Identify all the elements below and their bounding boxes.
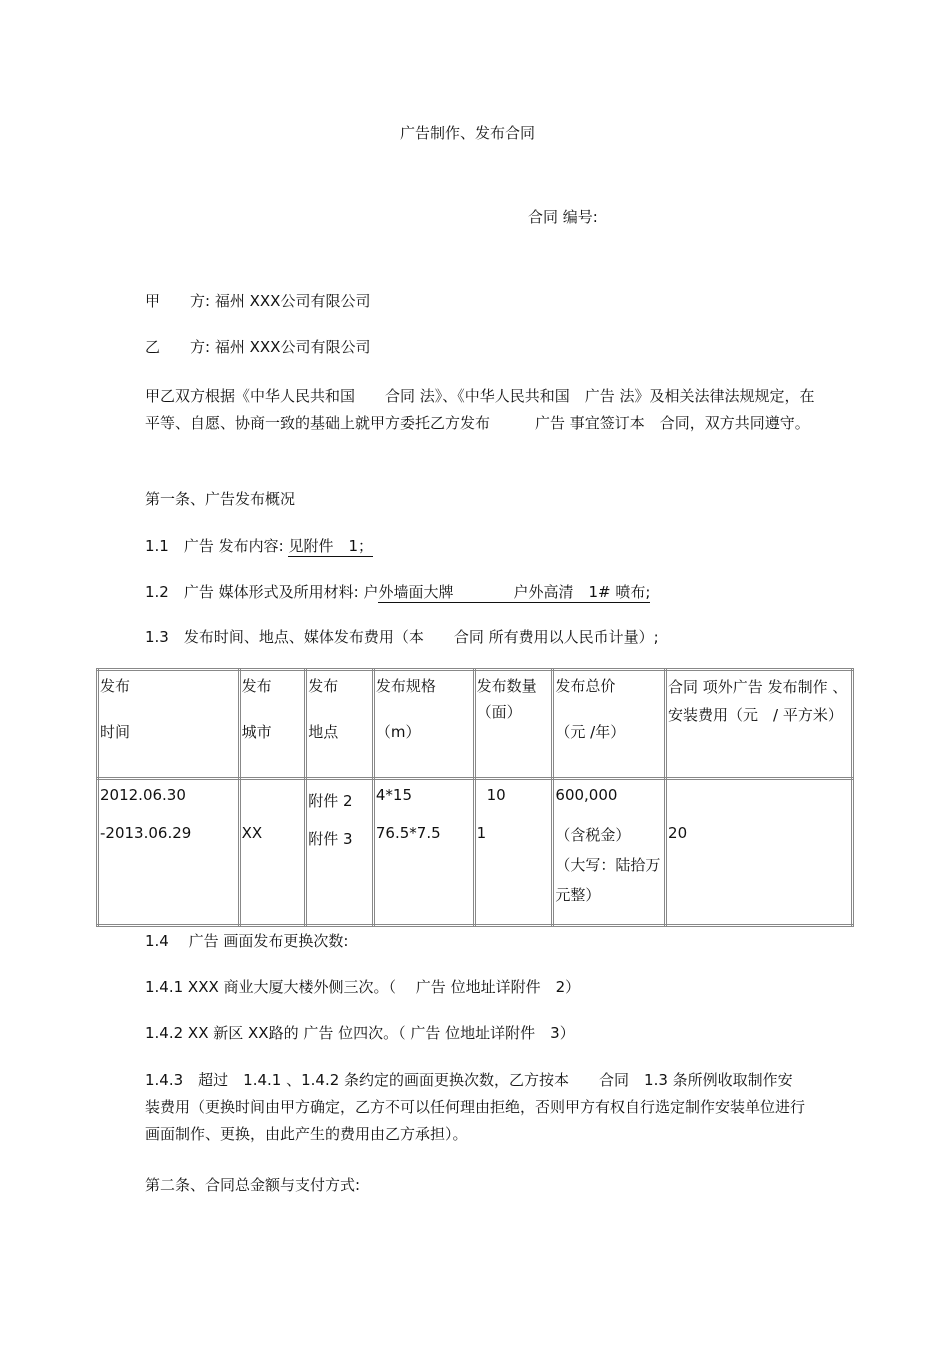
cell-total-amount: 600,000 bbox=[555, 786, 618, 804]
party-a bbox=[145, 291, 370, 311]
table-row bbox=[98, 779, 853, 926]
document-title: 广告制作、发布合同 bbox=[399, 124, 535, 142]
header-extra-fee bbox=[666, 670, 853, 779]
cell-city-value: XX bbox=[241, 824, 263, 842]
header-qty-line2: （面） bbox=[476, 703, 522, 721]
item-1-2-value-a: 外墙面大牌 bbox=[378, 583, 454, 601]
cell-spec-1: 4*15 bbox=[375, 786, 413, 804]
party-a-value: 福州 XXX公司有限公司 bbox=[214, 292, 371, 310]
table-header-row bbox=[98, 670, 853, 779]
party-b bbox=[145, 337, 370, 357]
header-qty-line1: 发布数量 bbox=[476, 677, 537, 695]
cell-spec bbox=[373, 779, 474, 926]
cell-extra-fee bbox=[666, 779, 853, 926]
cell-extra-fee-value: 20 bbox=[668, 824, 688, 842]
cell-time-end: -2013.06.29 bbox=[100, 824, 192, 842]
item-1-4-2: 1.4.2 XX 新区 XX路的 广告 位四次。（ 广告 位地址详附件 3） bbox=[145, 1024, 575, 1042]
cell-quantity bbox=[474, 779, 553, 926]
item-1-4-1: 1.4.1 XXX 商业大厦大楼外侧三次。（ 广告 位地址详附件 2） bbox=[145, 978, 581, 996]
item-1-1-value: 见附件 1； bbox=[288, 537, 374, 555]
header-total-line2: （元 /年） bbox=[555, 723, 626, 741]
cell-total-in-words: （大写：陆拾万元整） bbox=[555, 856, 661, 904]
item-1-3: 1.3 发布时间、地点、媒体发布费用（本 合同 所有费用以人民币计量）; bbox=[145, 628, 659, 646]
cell-time bbox=[98, 779, 240, 926]
header-total-line1: 发布总价 bbox=[555, 677, 616, 695]
header-city-line2: 城市 bbox=[241, 723, 272, 741]
cell-time-start: 2012.06.30 bbox=[100, 786, 186, 804]
item-1-2-value-b: 户外高清 1# 喷布; bbox=[513, 583, 651, 601]
header-spec-line2: （m） bbox=[375, 723, 421, 741]
header-spec bbox=[373, 670, 474, 779]
cell-city bbox=[239, 779, 306, 926]
header-extra-text: 合同 项外广告 发布制作 、安装费用（元 / 平方米） bbox=[668, 678, 848, 724]
item-1-1-label: 1.1 广告 发布内容: bbox=[145, 537, 284, 555]
header-time-line2: 时间 bbox=[100, 723, 131, 741]
preamble-paragraph: 甲乙双方根据《中华人民共和国 合同 法》、《中华人民共和国 广告 法》及相关法律法规规定，在平等、自愿、协商一致的基础上就甲方委托乙方发布 广告 事宜签订本 合同，双方共同遵守。 bbox=[145, 387, 815, 432]
cell-place bbox=[306, 779, 374, 926]
header-place-line2: 地点 bbox=[308, 723, 339, 741]
header-time bbox=[98, 670, 240, 779]
header-total bbox=[553, 670, 666, 779]
header-spec-line1: 发布规格 bbox=[375, 677, 436, 695]
cell-spec-2: 76.5*7.5 bbox=[375, 824, 441, 842]
cell-place-1: 附件 2 bbox=[308, 792, 353, 810]
header-city-line1: 发布 bbox=[241, 677, 272, 695]
item-1-4-3: 1.4.3 超过 1.4.1 、1.4.2 条约定的画面更换次数，乙方按本 合同 1.3 条所例收取制作安装费用（更换时间由甲方确定，乙方不可以任何理由拒绝，否则甲方有权自行选定制作安装单位进行画面制作、更换，由此产生的费用由乙方承担）。 bbox=[145, 1071, 806, 1143]
cell-qty-1: 10 bbox=[486, 786, 506, 804]
item-1-2 bbox=[145, 582, 650, 602]
cell-total bbox=[553, 779, 666, 926]
party-a-label: 甲 方: bbox=[145, 292, 211, 310]
party-b-value: 福州 XXX公司有限公司 bbox=[214, 338, 371, 356]
cell-total-tax-note: （含税金） bbox=[555, 826, 631, 844]
header-place-line1: 发布 bbox=[308, 677, 339, 695]
party-b-label: 乙 方: bbox=[145, 338, 211, 356]
publishing-table bbox=[96, 668, 854, 927]
header-time-line1: 发布 bbox=[100, 677, 131, 695]
header-place bbox=[306, 670, 374, 779]
item-1-2-label: 1.2 广告 媒体形式及所用材料: 户 bbox=[145, 583, 379, 601]
cell-place-2: 附件 3 bbox=[308, 830, 353, 848]
section-1-title: 第一条、广告发布概况 bbox=[145, 490, 296, 508]
section-2-title: 第二条、合同总金额与支付方式: bbox=[145, 1176, 361, 1194]
header-city bbox=[239, 670, 306, 779]
cell-qty-2: 1 bbox=[476, 824, 487, 842]
header-quantity bbox=[474, 670, 553, 779]
item-1-1 bbox=[145, 536, 373, 556]
item-1-4: 1.4 广告 画面发布更换次数: bbox=[145, 932, 349, 950]
contract-number-label: 合同 编号: bbox=[528, 208, 598, 226]
